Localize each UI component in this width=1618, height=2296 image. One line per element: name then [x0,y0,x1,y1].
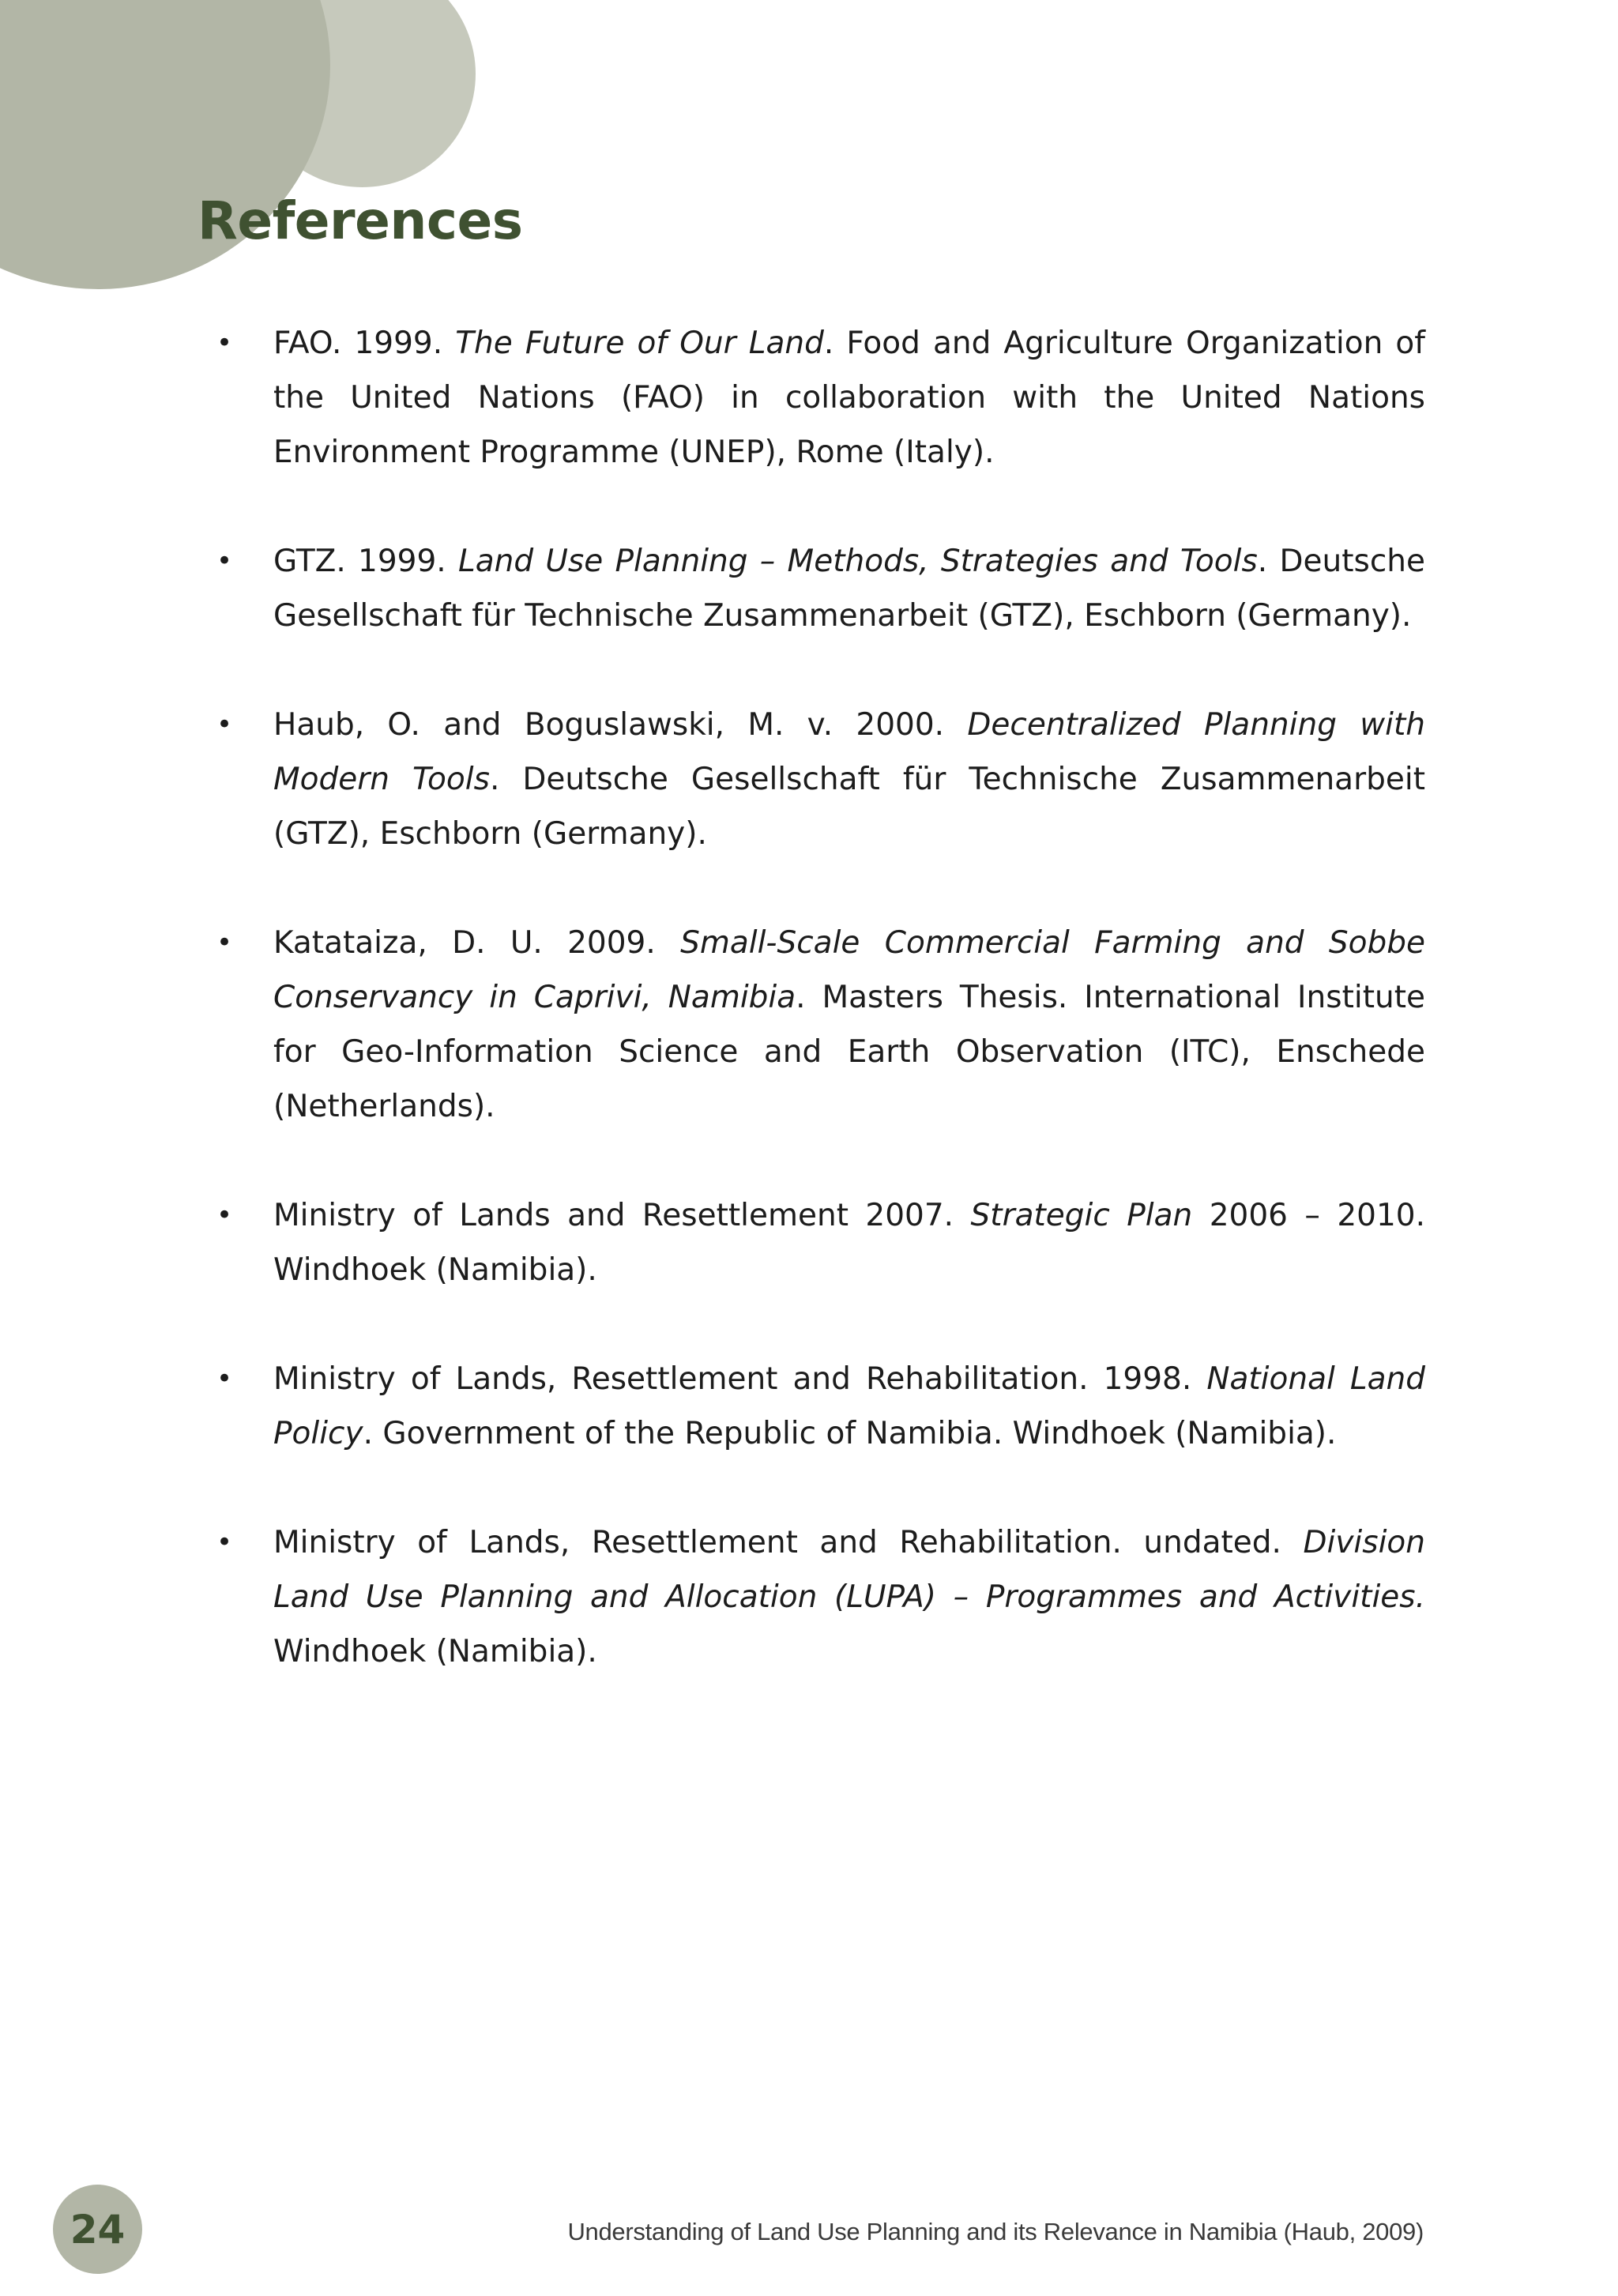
reference-item [213,316,1425,480]
reference-title: Decentralized Planning with Modern Tools [273,707,1425,797]
bullet-icon: • [216,927,233,958]
reference-authors: Ministry of Lands and Resettlement 2007. [273,1198,971,1233]
reference-details: . Masters Thesis. International Institute for Geo-Information Science and Earth Observation (ITC), Enschede (Netherlands). [273,980,1425,1124]
reference-details: . Deutsche Gesellschaft für Technische Zusammenarbeit (GTZ), Eschborn (Germany). [273,762,1425,852]
reference-title: Land Use Planning – Methods, Strategies and Tools [457,544,1258,579]
bullet-icon: • [216,545,233,577]
page-title: References [198,190,523,251]
reference-title: Small-Scale Commercial Farming and Sobbe Conservancy in Caprivi, Namibia [273,925,1425,1015]
reference-title: Division Land Use Planning and Allocation (LUPA) – Programmes and Activities. [273,1525,1425,1615]
page-number-badge [53,2185,142,2274]
bullet-icon: • [216,1526,233,1558]
bullet-icon: • [216,1199,233,1231]
reference-title: Strategic Plan [970,1198,1193,1233]
reference-item [213,1515,1425,1679]
reference-item [213,916,1425,1134]
page-number: 24 [70,2206,126,2253]
reference-item [213,1352,1425,1461]
reference-authors: GTZ. 1999. [273,544,458,579]
reference-authors: Ministry of Lands, Resettlement and Rehabilitation. 1998. [273,1361,1207,1397]
reference-authors: Katataiza, D. U. 2009. [273,925,681,961]
reference-item [213,534,1425,643]
reference-authors: Ministry of Lands, Resettlement and Rehabilitation. undated. [273,1525,1304,1560]
bullet-icon: • [216,709,233,740]
bullet-icon: • [216,1363,233,1395]
footer-text: Understanding of Land Use Planning and its Relevance in Namibia (Haub, 2009) [567,2218,1424,2245]
reference-details: . Government of the Republic of Namibia. Windhoek (Namibia). [363,1416,1337,1451]
reference-title: The Future of Our Land [455,326,824,361]
reference-details: 2006 – 2010. Windhoek (Namibia). [273,1198,1425,1288]
reference-item [213,698,1425,861]
reference-title: National Land Policy [273,1361,1426,1451]
reference-authors: Haub, O. and Boguslawski, M. v. 2000. [273,707,968,743]
reference-details: . Food and Agriculture Organization of the United Nations (FAO) in collaboration with the United Nations Environment Programme (UNEP), Rome (Italy). [273,326,1426,470]
reference-list [213,316,1425,1733]
reference-item [213,1188,1425,1297]
reference-details: Windhoek (Namibia). [273,1634,597,1669]
reference-details: . Deutsche Gesellschaft für Technische Zusammenarbeit (GTZ), Eschborn (Germany). [273,544,1425,634]
reference-authors: FAO. 1999. [273,326,456,361]
bullet-icon: • [216,327,233,359]
